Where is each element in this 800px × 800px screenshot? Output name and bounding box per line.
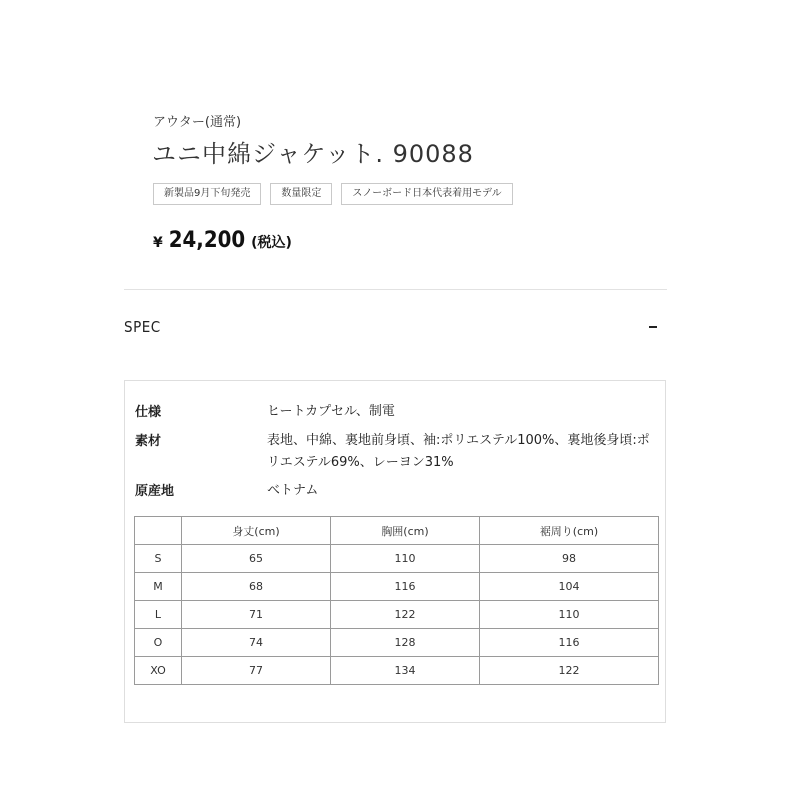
spec-value: ベトナム — [267, 483, 319, 498]
table-row — [135, 601, 659, 629]
table-cell: 128 — [331, 629, 480, 657]
table-cell: 110 — [331, 545, 480, 573]
spec-title: SPEC — [124, 318, 161, 336]
table-row — [135, 545, 659, 573]
price-amount: 24,200 — [168, 228, 246, 253]
table-cell: 116 — [331, 573, 480, 601]
tax-note: (税込) — [251, 235, 292, 251]
tag-new-release: 新製品9月下旬発売 — [153, 183, 261, 205]
section-divider — [124, 289, 667, 290]
tag-limited: 数量限定 — [270, 183, 332, 205]
spec-row-features — [135, 401, 653, 423]
table-cell: 77 — [182, 657, 331, 685]
table-cell: 65 — [182, 545, 331, 573]
table-header-cell: 裾周り(cm) — [480, 517, 659, 545]
table-row — [135, 657, 659, 685]
table-cell: 74 — [182, 629, 331, 657]
table-cell: 71 — [182, 601, 331, 629]
spec-value: 表地、中綿、裏地前身頃、袖:ポリエステル100%、裏地後身頃:ポリエステル69%、レーヨン31% — [267, 433, 650, 470]
spec-label: 原産地 — [135, 484, 175, 499]
product-tags — [153, 183, 513, 205]
spec-value: ヒートカプセル、制電 — [267, 404, 395, 419]
table-cell: 104 — [480, 573, 659, 601]
table-cell: 122 — [331, 601, 480, 629]
table-cell: S — [135, 545, 182, 573]
table-cell: M — [135, 573, 182, 601]
collapse-icon[interactable] — [649, 326, 657, 328]
table-cell: O — [135, 629, 182, 657]
spec-label: 素材 — [135, 434, 162, 449]
table-header-cell: 身丈(cm) — [182, 517, 331, 545]
spec-row-origin — [135, 480, 653, 502]
currency-symbol: ¥ — [153, 235, 163, 251]
table-cell: 68 — [182, 573, 331, 601]
table-cell: 110 — [480, 601, 659, 629]
table-cell: XO — [135, 657, 182, 685]
size-table — [134, 516, 659, 685]
table-row — [135, 629, 659, 657]
table-header-cell — [135, 517, 182, 545]
table-cell: 134 — [331, 657, 480, 685]
table-header-row — [135, 517, 659, 545]
table-header-cell: 胸囲(cm) — [331, 517, 480, 545]
product-category: アウター(通常) — [153, 115, 242, 130]
table-row — [135, 573, 659, 601]
tag-team-model: スノーボード日本代表着用モデル — [341, 183, 512, 205]
spec-row-material — [135, 430, 653, 474]
table-cell: L — [135, 601, 182, 629]
spec-accordion-header[interactable] — [124, 318, 667, 336]
table-cell: 116 — [480, 629, 659, 657]
product-title: ユニ中綿ジャケット. 90088 — [152, 140, 474, 168]
table-cell: 122 — [480, 657, 659, 685]
table-cell: 98 — [480, 545, 659, 573]
product-price — [153, 228, 292, 253]
spec-label: 仕様 — [135, 405, 162, 420]
spec-panel — [124, 380, 666, 723]
